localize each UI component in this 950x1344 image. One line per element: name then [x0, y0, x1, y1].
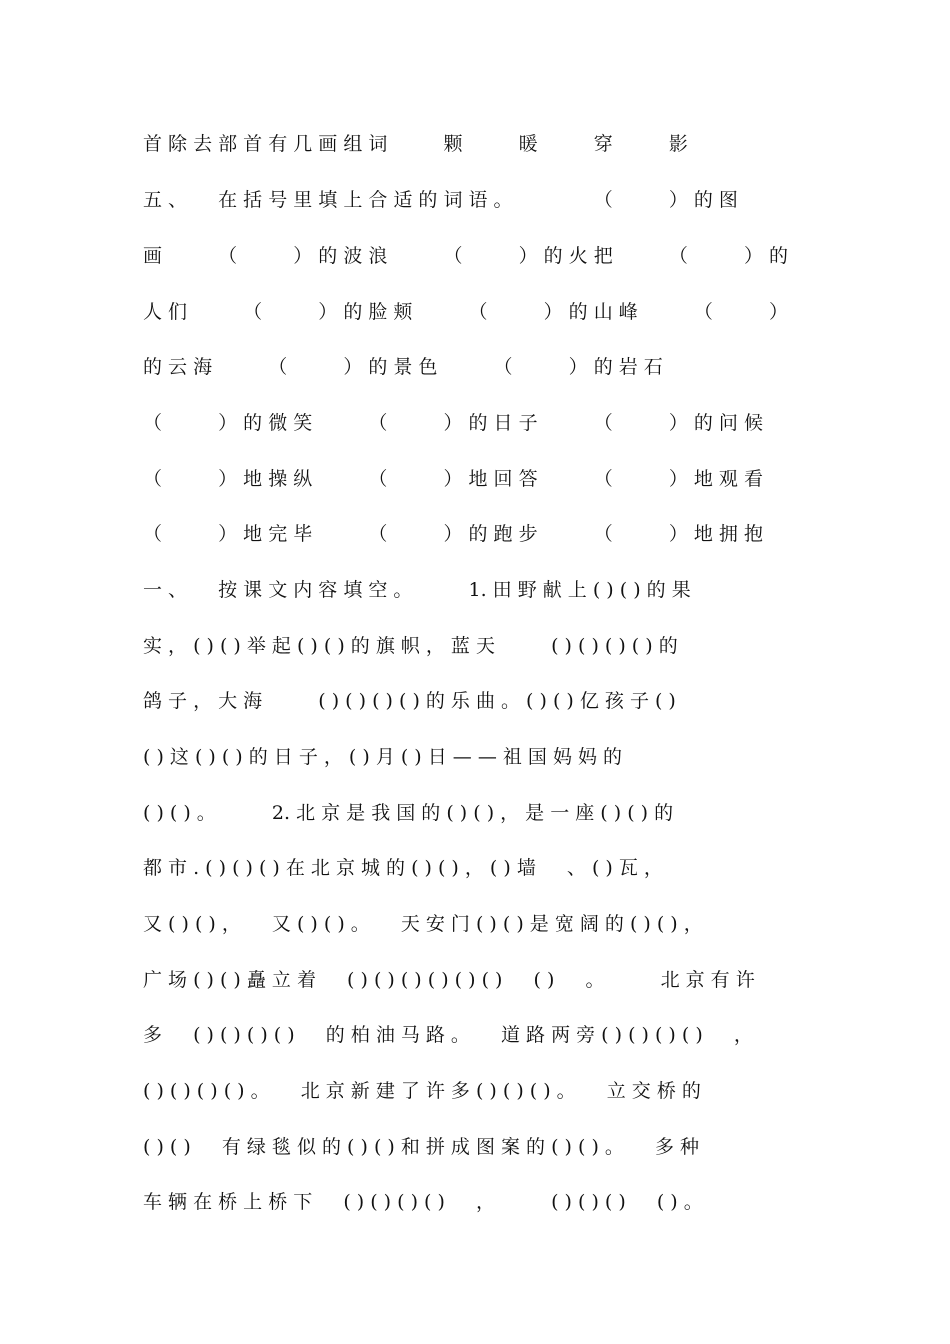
text-line-11: 鸽 子 ， 大 海 ( ) ( ) ( ) ( ) 的 乐 曲 。 ( ) ( ) 亿 孩 子 ( ): [143, 690, 676, 712]
text-line-18: ( ) ( ) ( ) ( ) 。 北 京 新 建 了 许 多 ( ) ( ) ( ) 。 立 交 桥 的: [143, 1080, 701, 1102]
text-line-2: 五 、 在 括 号 里 填 上 合 适 的 词 语 。 （ ） 的 图: [143, 189, 738, 211]
text-line-16: 广 场 ( ) ( ) 矗 立 着 ( ) ( ) ( ) ( ) ( ) ( ) ( ) 。 北 京 有 许: [143, 969, 755, 991]
text-line-9: 一 、 按 课 文 内 容 填 空 。 1. 田 野 献 上 ( ) ( ) 的 果: [143, 579, 691, 601]
text-line-4: 人 们 （ ） 的 脸 颊 （ ） 的 山 峰 （ ）: [143, 301, 788, 323]
text-line-8: （ ） 地 完 毕 （ ） 的 跑 步 （ ） 地 拥 抱: [143, 523, 763, 545]
text-line-5: 的 云 海 （ ） 的 景 色 （ ） 的 岩 石: [143, 356, 663, 378]
text-line-3: 画 （ ） 的 波 浪 （ ） 的 火 把 （ ） 的: [143, 245, 788, 267]
text-line-13: ( ) ( ) 。 2. 北 京 是 我 国 的 ( ) ( ) ， 是 一 座 ( ) ( ) 的: [143, 802, 674, 824]
text-line-17: 多 ( ) ( ) ( ) ( ) 的 柏 油 马 路 。 道 路 两 旁 ( ) ( ) ( ) ( ) ，: [143, 1024, 753, 1046]
text-line-15: 又 ( ) ( ) ， 又 ( ) ( ) 。 天 安 门 ( ) ( ) 是 宽 阔 的 ( ) ( ) ，: [143, 913, 703, 935]
text-line-20: 车 辆 在 桥 上 桥 下 ( ) ( ) ( ) ( ) ， ( ) ( ) ( ) ( ) 。: [143, 1191, 703, 1213]
text-line-19: ( ) ( ) 有 绿 毯 似 的 ( ) ( ) 和 拼 成 图 案 的 ( ) ( ) 。 多 种: [143, 1136, 700, 1158]
text-line-14: 都 市 . ( ) ( ) ( ) 在 北 京 城 的 ( ) ( ) ， ( ) 墙 、 ( ) 瓦 ，: [143, 857, 663, 879]
text-line-7: （ ） 地 操 纵 （ ） 地 回 答 （ ） 地 观 看: [143, 468, 763, 490]
text-line-6: （ ） 的 微 笑 （ ） 的 日 子 （ ） 的 问 候: [143, 412, 763, 434]
text-line-10: 实 ， ( ) ( ) 举 起 ( ) ( ) 的 旗 帜 ， 蓝 天 ( ) ( ) ( ) ( ) 的: [143, 635, 678, 657]
text-line-1: 首 除 去 部 首 有 几 画 组 词 颗 暖 穿 影: [143, 133, 688, 155]
text-line-12: ( ) 这 ( ) ( ) 的 日 子 ， ( ) 月 ( ) 日 — — 祖 国 妈 妈 的: [143, 746, 623, 768]
